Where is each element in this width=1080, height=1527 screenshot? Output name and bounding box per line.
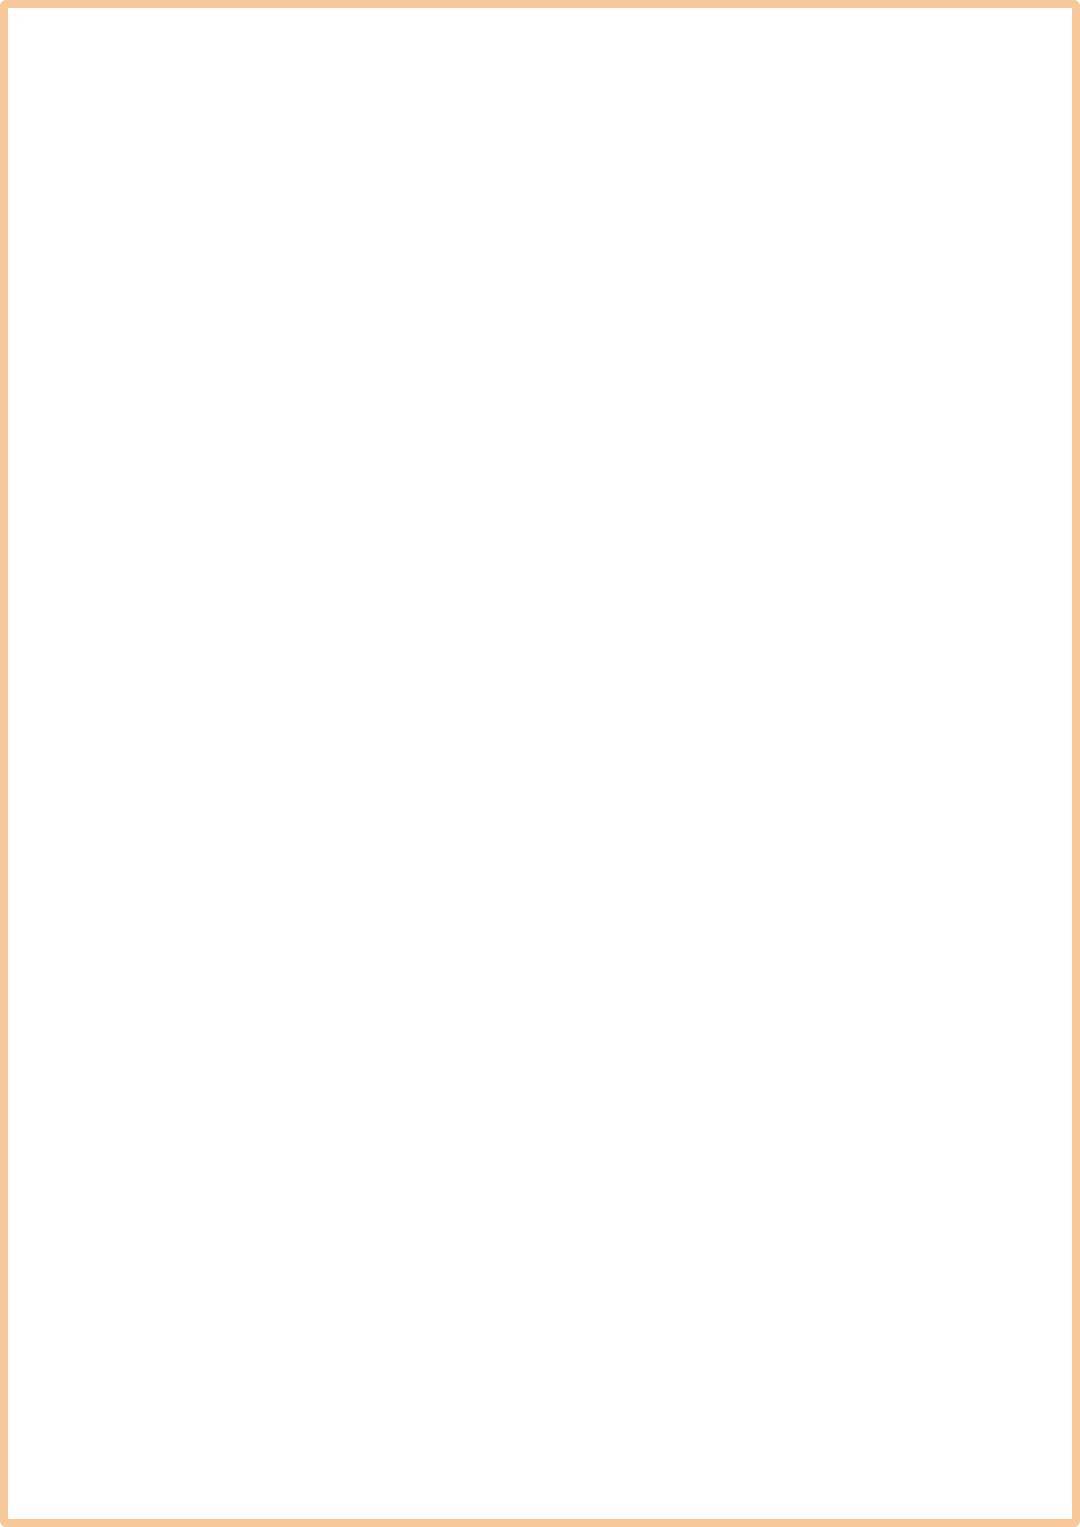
document-body <box>82 66 1002 126</box>
